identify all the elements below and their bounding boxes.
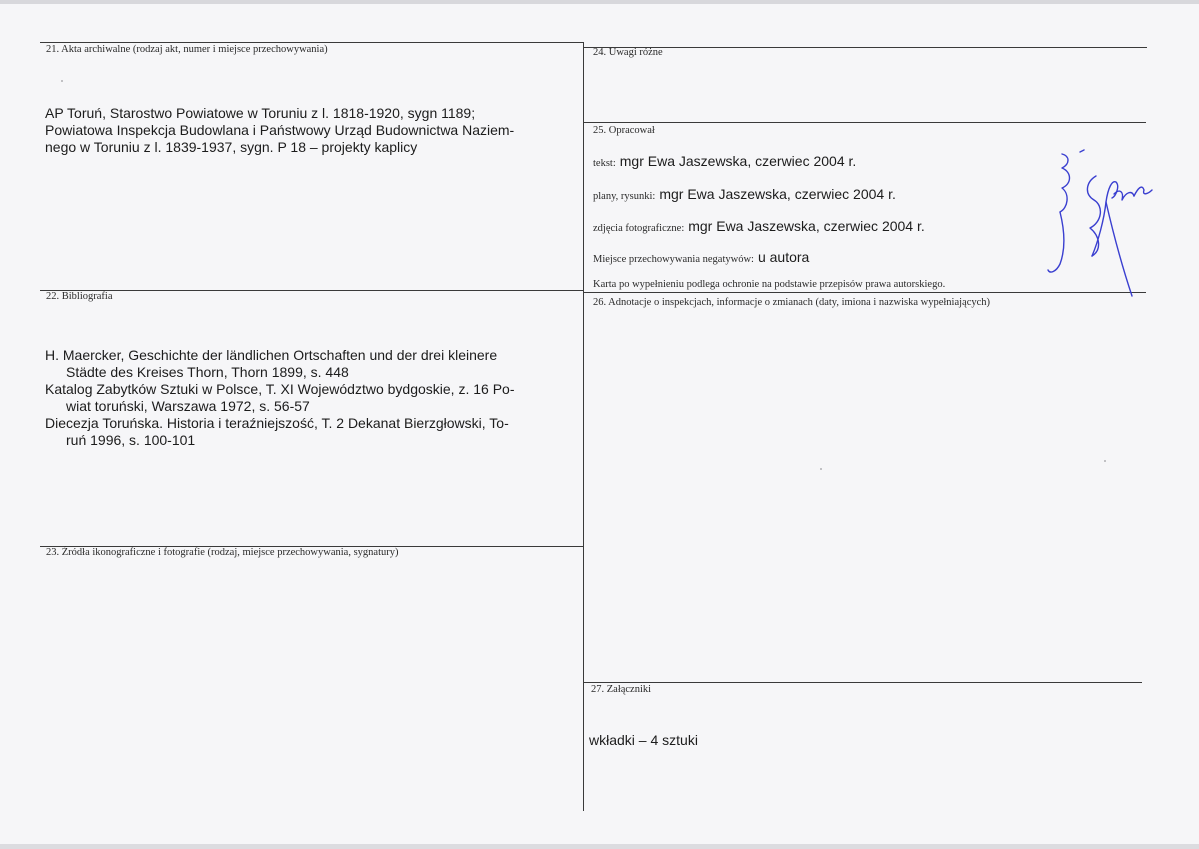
paper-speck (820, 468, 822, 470)
center-divider (583, 42, 584, 811)
top-rule-left (40, 42, 583, 43)
section-21-content (45, 105, 514, 156)
miejsce-label: Miejsce przechowywania negatywów: (593, 254, 754, 265)
paper-speck (1104, 460, 1106, 462)
section-23-label: 23. Źródła ikonograficzne i fotografie (rodzaj, miejsce przechowywania, sygnatury) (46, 547, 399, 558)
section-22-content (45, 347, 514, 449)
plany-row (593, 186, 896, 204)
section-22-label: 22. Bibliografia (46, 291, 113, 302)
section-27-value: wkładki – 4 sztuki (589, 732, 698, 748)
plany-label: plany, rysunki: (593, 191, 656, 202)
section-24-label: 24. Uwagi różne (593, 47, 663, 58)
zdjecia-value: mgr Ewa Jaszewska, czerwiec 2004 r. (688, 218, 925, 234)
miejsce-row (593, 249, 809, 267)
zdjecia-label: zdjęcia fotograficzne: (593, 223, 685, 234)
signature-image (1040, 148, 1155, 298)
tekst-row (593, 153, 856, 171)
miejsce-value: u autora (757, 249, 810, 265)
bibliography-line: Katalog Zabytków Sztuki w Polsce, T. XI Województwo bydgoskie, z. 16 Po- (45, 381, 515, 397)
section-25-label: 25. Opracował (593, 125, 655, 136)
bibliography-line: wiat toruński, Warszawa 1972, s. 56-57 (66, 398, 310, 414)
top-rule-right (583, 47, 1147, 48)
rule-before-22 (40, 290, 583, 291)
page-top-edge (0, 0, 1199, 4)
zdjecia-row (593, 218, 925, 236)
plany-value: mgr Ewa Jaszewska, czerwiec 2004 r. (659, 186, 896, 202)
bibliography-line: Städte des Kreises Thorn, Thorn 1899, s. 448 (66, 364, 349, 380)
section-21-label: 21. Akta archiwalne (rodzaj akt, numer i miejsce przechowywania) (46, 44, 328, 55)
paper-speck (61, 80, 63, 82)
rule-before-27 (583, 682, 1142, 683)
bibliography-line: ruń 1996, s. 100-101 (66, 432, 196, 448)
archive-line: nego w Toruniu z l. 1839-1937, sygn. P 18 – projekty kaplicy (45, 139, 418, 155)
archive-line: AP Toruń, Starostwo Powiatowe w Toruniu z l. 1818-1920, sygn 1189; (45, 105, 476, 121)
page-bottom-edge (0, 844, 1199, 849)
rule-before-25 (583, 122, 1146, 123)
section-27-label: 27. Załączniki (591, 684, 652, 695)
tekst-label: tekst: (593, 158, 616, 169)
archive-line: Powiatowa Inspekcja Budowlana i Państwowy Urząd Budownictwa Naziem- (45, 122, 515, 138)
bibliography-line: H. Maercker, Geschichte der ländlichen Ortschaften und der drei kleinere (45, 347, 498, 363)
tekst-value: mgr Ewa Jaszewska, czerwiec 2004 r. (619, 153, 857, 169)
copyright-note: Karta po wypełnieniu podlega ochronie na podstawie przepisów prawa autorskiego. (593, 279, 946, 290)
bibliography-line: Diecezja Toruńska. Historia i teraźniejszość, T. 2 Dekanat Bierzgłowski, To- (45, 415, 509, 431)
section-26-label: 26. Adnotacje o inspekcjach, informacje o zmianach (daty, imiona i nazwiska wypełniających) (593, 297, 991, 308)
